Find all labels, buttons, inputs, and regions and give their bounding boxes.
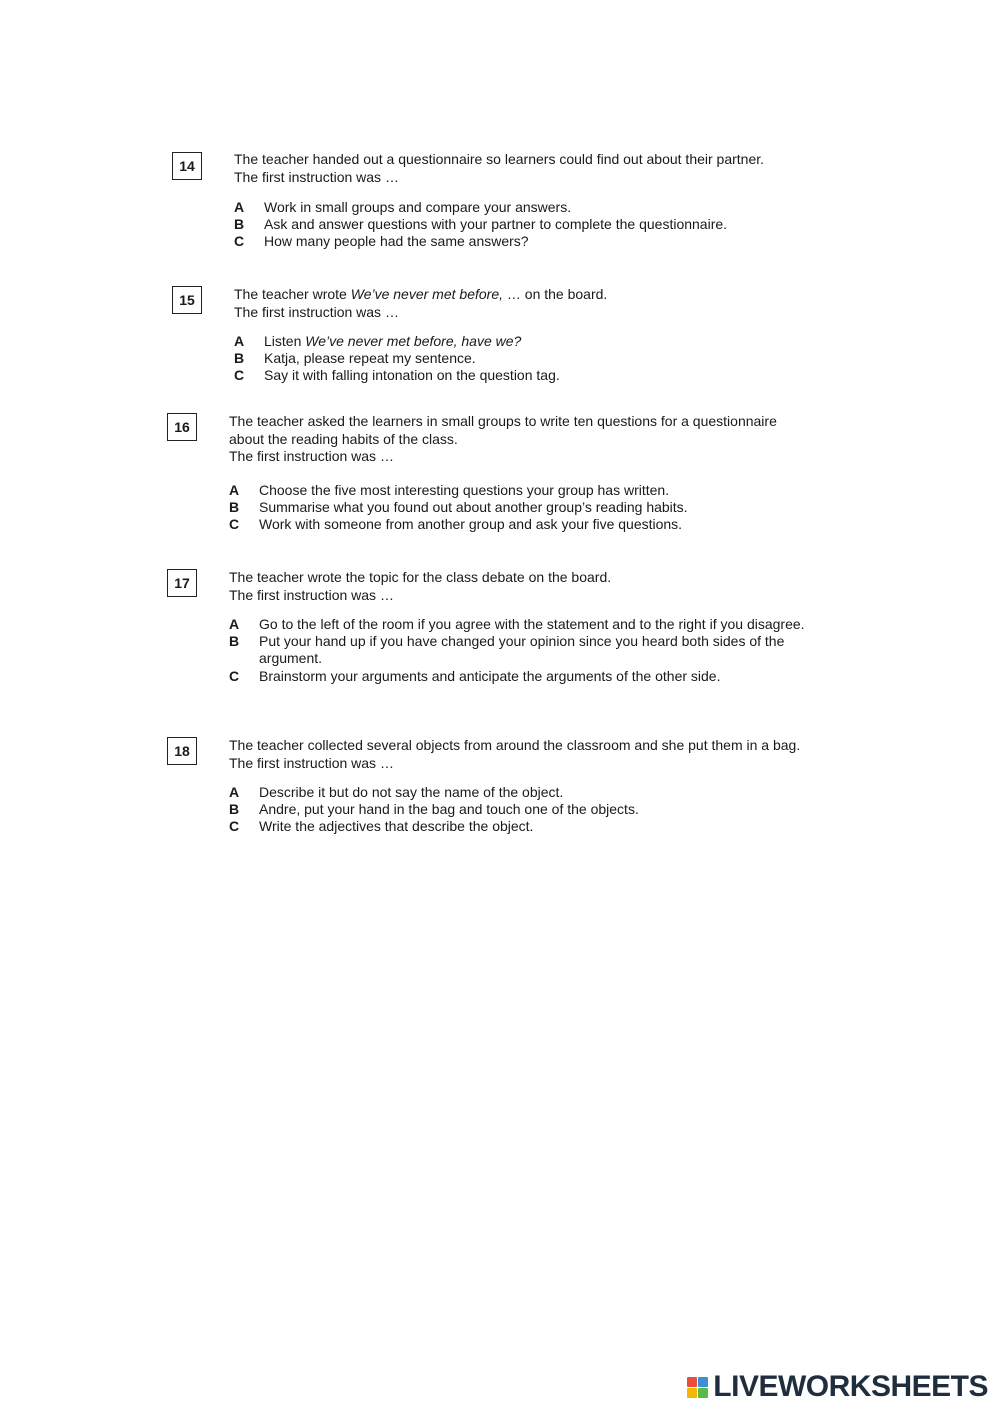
answer-options xyxy=(229,784,829,836)
question-number-box: 16 xyxy=(167,413,197,441)
logo-square-2 xyxy=(698,1377,708,1387)
question-stem: The teacher wrote the topic for the class debate on the board. The first instruction was … xyxy=(229,569,612,603)
question-number-box: 18 xyxy=(167,737,197,765)
option-b[interactable]: B Katja, please repeat my sentence. xyxy=(234,350,476,367)
logo-square-1 xyxy=(687,1377,697,1387)
option-c[interactable]: C Write the adjectives that describe the object. xyxy=(229,818,534,835)
option-c[interactable]: C Brainstorm your arguments and anticipate the arguments of the other side. xyxy=(229,667,721,684)
question-stem: The teacher wrote We’ve never met before, … on the board. The first instruction was … xyxy=(234,286,608,320)
option-a[interactable]: A Choose the five most interesting questions your group has written. xyxy=(229,482,670,498)
question-number-box: 14 xyxy=(172,152,202,180)
option-a[interactable]: A Work in small groups and compare your answers. xyxy=(234,199,572,215)
answer-options xyxy=(229,482,824,534)
logo-square-4 xyxy=(698,1388,708,1398)
answer-options xyxy=(229,616,829,685)
question-number-box: 15 xyxy=(172,286,202,314)
option-b[interactable]: B Put your hand up if you have changed your opinion since you heard both sides of the argument. xyxy=(229,633,785,667)
question-stem: The teacher handed out a questionnaire so learners could find out about their partner. The first instruction was … xyxy=(234,151,765,185)
answer-options xyxy=(234,333,824,385)
liveworksheets-logo-icon xyxy=(687,1377,708,1398)
logo-text: LIVEWORKSHEETS xyxy=(713,1370,988,1403)
liveworksheets-logo[interactable] xyxy=(687,1370,988,1404)
option-c[interactable]: C How many people had the same answers? xyxy=(234,233,529,250)
option-a[interactable]: A Describe it but do not say the name of the object. xyxy=(229,784,564,800)
option-a[interactable]: A Listen We’ve never met before, have we? xyxy=(234,333,522,349)
question-stem: The teacher collected several objects from around the classroom and she put them in a bag. The first instruction was … xyxy=(229,737,801,771)
logo-square-3 xyxy=(687,1388,697,1398)
option-b[interactable]: B Ask and answer questions with your partner to complete the questionnaire. xyxy=(234,216,728,233)
question-number-box: 17 xyxy=(167,569,197,597)
option-a[interactable]: A Go to the left of the room if you agree with the statement and to the right if you disagree. xyxy=(229,616,805,632)
option-c[interactable]: C Work with someone from another group and ask your five questions. xyxy=(229,516,683,533)
option-b[interactable]: B Summarise what you found out about another group’s reading habits. xyxy=(229,499,688,516)
option-b[interactable]: B Andre, put your hand in the bag and touch one of the objects. xyxy=(229,801,639,818)
answer-options xyxy=(234,199,824,251)
option-c[interactable]: C Say it with falling intonation on the question tag. xyxy=(234,367,560,384)
question-stem: The teacher asked the learners in small groups to write ten questions for a questionnaire about the reading habits of the class. The first instruction was … xyxy=(229,413,777,464)
